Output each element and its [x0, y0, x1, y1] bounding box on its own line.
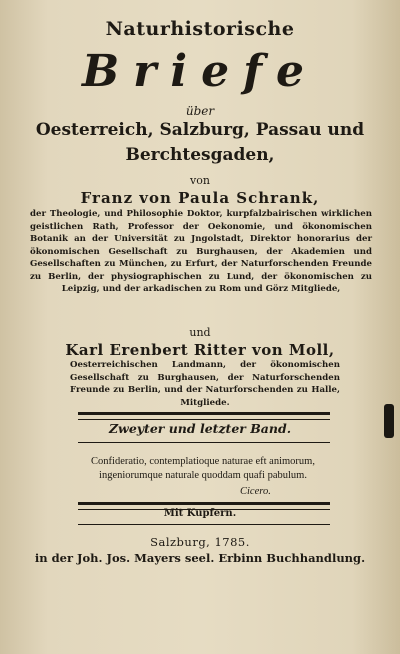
epigraph-text: Confideratio, contemplatioque naturae eft animorum, ingeniorumque naturale quoddam quafi pabulum. [91, 456, 315, 481]
rule-above-volume [78, 412, 330, 420]
author-1-name: Franz von Paula Schrank, [80, 189, 320, 207]
rule-below-plates [78, 524, 330, 525]
subject-line-2: Berchtesgaden, [125, 145, 275, 165]
author-1-description: der Theologie, und Philosophie Doktor, kurpfalzbairischen wirklichen geistlichen Rath, Professor der Oekonomie, und ökonomischen Botanik an der Universität zu Jngolstadt, Direktor honorarius der ökonomischen Gesellschaft zu Burghausen, der Akademien und Gesellschaften zu München, zu Erfurt, der Naturforschenden Freunde zu Berlin, der physiographischen zu Lund, der ökonomischen zu Leipzig, und der arkadischen zu Rom und Görz Mitgliede, [30, 209, 372, 294]
imprint-place-year: Salzburg, 1785. [150, 535, 250, 549]
author-2-name: Karl Erenbert Ritter von Moll, [65, 341, 335, 359]
rule-below-volume [78, 442, 330, 443]
author-preposition: von [190, 174, 210, 187]
author-2-description: Oesterreichischen Landmann, der ökonomischen Gesellschaft zu Burghausen, der Naturforschenden Freunde zu Berlin, und der Naturforschenden zu Halle, Mitgliede. [70, 360, 340, 408]
title-line-2: Briefe [81, 46, 318, 97]
subject-preposition: über [185, 104, 215, 118]
plates-note: Mit Kupfern. [163, 508, 237, 519]
epigraph-attribution: Cicero. [240, 486, 271, 497]
imprint-publisher: in der Joh. Jos. Mayers seel. Erbinn Buchhandlung. [34, 551, 366, 565]
volume-label: Zweyter und letzter Band. [108, 421, 292, 436]
author-conjunction: und [189, 326, 211, 339]
title-line-1: Naturhistorische [105, 18, 295, 40]
subject-line-1: Oesterreich, Salzburg, Passau und [35, 120, 365, 140]
